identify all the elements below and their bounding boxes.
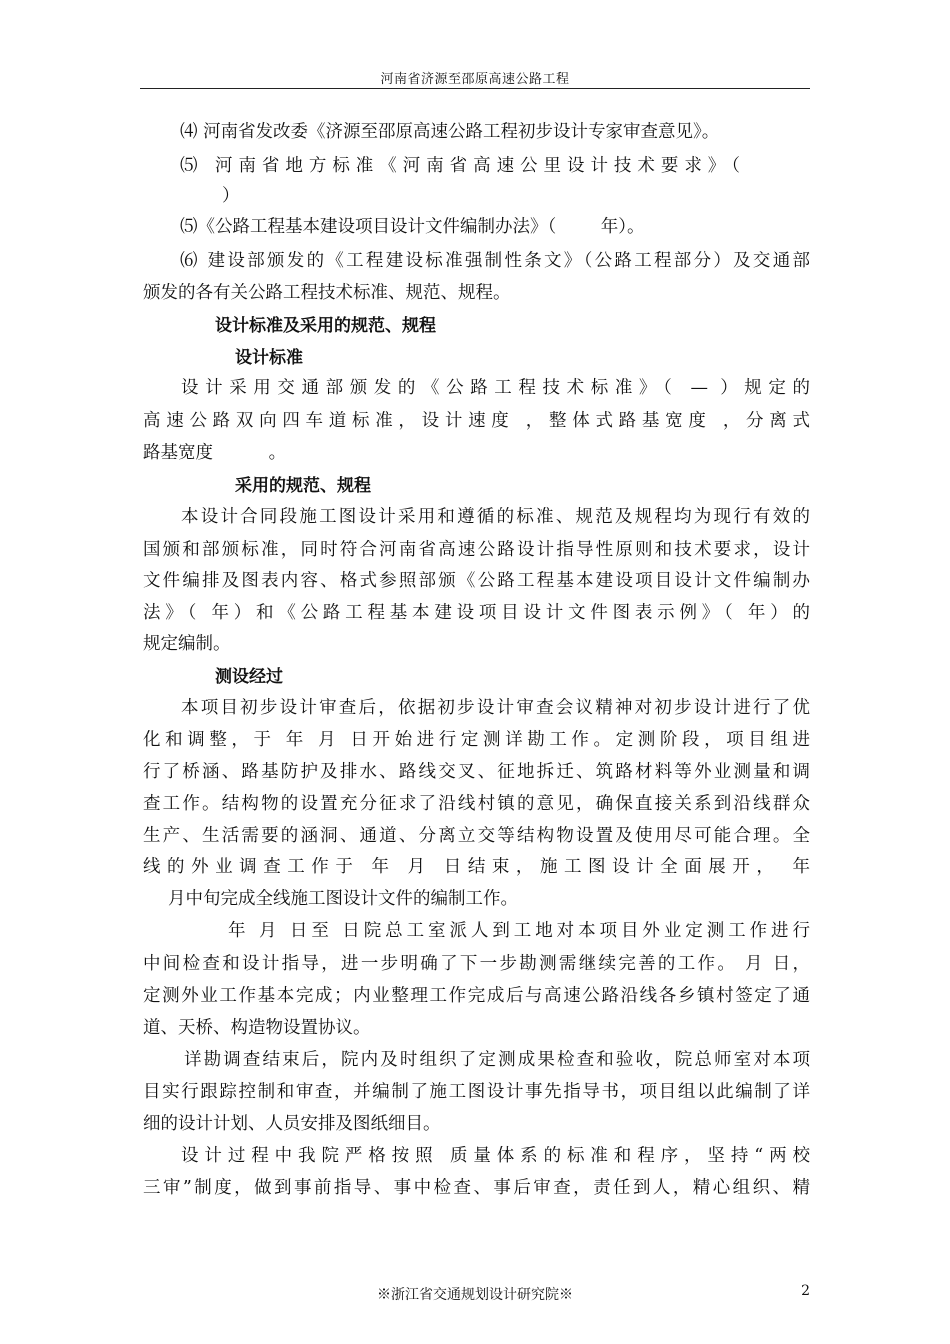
section-heading: 设计标准及采用的规范、规程 <box>215 316 436 336</box>
paragraph-line: ） <box>222 186 240 206</box>
paragraph-line: ⑸ 河南省地方标准《河南省高速公里设计技术要求》（ <box>180 156 740 176</box>
paragraph-line: 化和调整，于 年 月 日开始进行定测详勘工作。定测阶段，项目组进 <box>143 730 810 750</box>
running-header: 河南省济源至邵原高速公路工程 <box>380 72 570 87</box>
page-number: 2 <box>801 1283 810 1299</box>
paragraph-line: 中间检查和设计指导，进一步明确了下一步勘测需继续完善的工作。 月 日， <box>143 954 810 974</box>
paragraph-line: 线的外业调查工作于 年 月 日结束，施工图设计全面展开， 年 <box>143 857 810 877</box>
subsection-heading: 采用的规范、规程 <box>235 476 371 496</box>
paragraph-line: ⑸《公路工程基本建设项目设计文件编制办法》（ 年）。 <box>180 217 645 237</box>
paragraph-line: 详勘调查结束后，院内及时组织了定测成果检查和验收，院总师室对本项 <box>184 1050 810 1070</box>
paragraph-line: 查工作。结构物的设置充分征求了沿线村镇的意见，确保直接关系到沿线群众 <box>143 794 810 814</box>
paragraph-line: 本项目初步设计审查后，依据初步设计审查会议精神对初步设计进行了优 <box>181 698 810 718</box>
paragraph-line: 国颁和部颁标准，同时符合河南省高速公路设计指导性原则和技术要求，设计 <box>143 540 810 560</box>
paragraph-line: 设计采用交通部颁发的《公路工程技术标准》（ — ）规定的 <box>181 378 810 398</box>
section-heading: 测设经过 <box>215 667 283 687</box>
footer-institute: ※浙江省交通规划设计研究院※ <box>377 1287 573 1303</box>
paragraph-line: 三审”制度，做到事前指导、事中检查、事后审查，责任到人，精心组织、精 <box>143 1178 810 1198</box>
paragraph-line: 年 月 日至 日院总工室派人到工地对本项目外业定测工作进行 <box>228 921 810 941</box>
paragraph-line: 规定编制。 <box>143 634 231 654</box>
paragraph-line: 道、天桥、构造物设置协议。 <box>143 1018 371 1038</box>
paragraph-line: 行了桥涵、路基防护及排水、路线交叉、征地拆迁、筑路材料等外业测量和调 <box>143 762 810 782</box>
paragraph-line: 目实行跟踪控制和审查，并编制了施工图设计事先指导书，项目组以此编制了详 <box>143 1082 810 1102</box>
paragraph-line: 设计过程中我院严格按照 质量体系的标准和程序，坚持“两校 <box>181 1146 810 1166</box>
paragraph-line: ⑷ 河南省发改委《济源至邵原高速公路工程初步设计专家审查意见》。 <box>180 122 720 142</box>
paragraph-line: 细的设计计划、人员安排及图纸细目。 <box>143 1114 441 1134</box>
paragraph-line: 路基宽度 。 <box>143 443 287 463</box>
paragraph-line: 定测外业工作基本完成；内业整理工作完成后与高速公路沿线各乡镇村签定了通 <box>143 986 810 1006</box>
paragraph-line: 月中旬完成全线施工图设计文件的编制工作。 <box>168 889 518 909</box>
paragraph-line: 高速公路双向四车道标准，设计速度 ，整体式路基宽度 ，分离式 <box>143 411 810 431</box>
paragraph-line: ⑹ 建设部颁发的《工程建设标准强制性条文》（公路工程部分）及交通部 <box>180 251 810 271</box>
paragraph-line: 文件编排及图表内容、格式参照部颁《公路工程基本建设项目设计文件编制办 <box>143 571 810 591</box>
paragraph-line: 法》（ 年）和《公路工程基本建设项目设计文件图表示例》（ 年）的 <box>143 603 810 623</box>
subsection-heading: 设计标准 <box>235 348 303 368</box>
header-rule <box>140 88 810 89</box>
paragraph-line: 颁发的各有关公路工程技术标准、规范、规程。 <box>143 283 511 303</box>
paragraph-line: 本设计合同段施工图设计采用和遵循的标准、规范及规程均为现行有效的 <box>181 507 810 527</box>
paragraph-line: 生产、生活需要的涵洞、通道、分离立交等结构物设置及使用尽可能合理。全 <box>143 826 810 846</box>
